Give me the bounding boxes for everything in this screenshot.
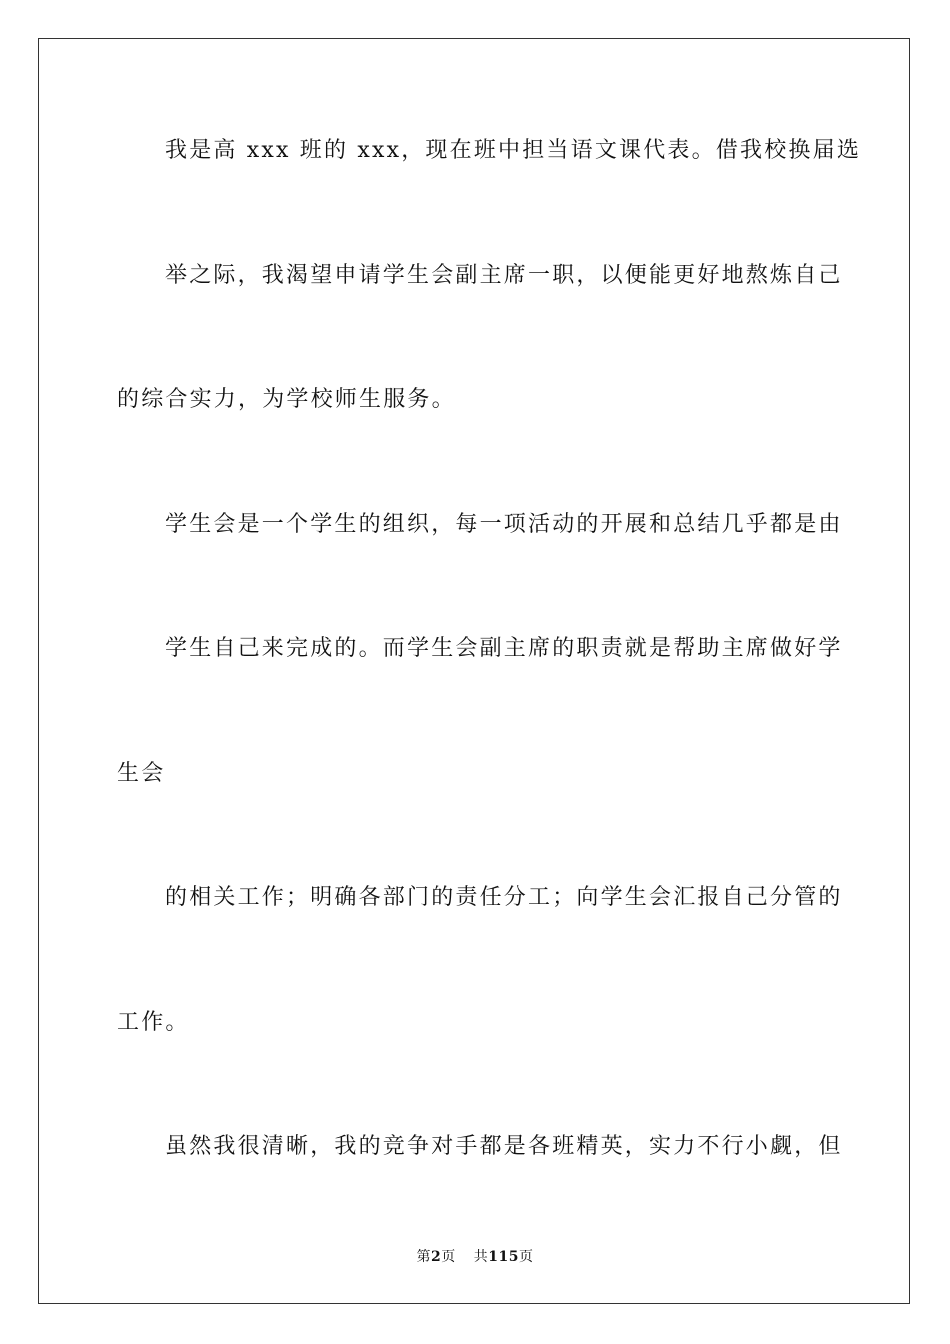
total-pages: 115	[488, 1249, 519, 1265]
page-prefix: 第	[416, 1249, 431, 1265]
text-line: 的相关工作；明确各部门的责任分工；向学生会汇报自己分管的	[165, 885, 843, 910]
text-line: 学生自己来完成的。而学生会副主席的职责就是帮助主席做好学	[165, 636, 843, 661]
total-prefix: 共	[473, 1249, 489, 1265]
page-number: 2	[431, 1249, 442, 1265]
text-line: 工作。	[117, 1010, 190, 1035]
text-line: 生会	[117, 761, 166, 786]
text-line: 的综合实力，为学校师生服务。	[117, 387, 456, 412]
text-line: 学生会是一个学生的组织，每一项活动的开展和总结几乎都是由	[165, 512, 843, 537]
total-suffix: 页	[518, 1249, 534, 1265]
page-footer	[0, 1248, 950, 1266]
text-line: 虽然我很清晰，我的竞争对手都是各班精英，实力不行小觑，但	[165, 1134, 843, 1159]
page-suffix: 页	[441, 1249, 456, 1265]
text-line: 我是高 xxx 班的 xxx，现在班中担当语文课代表。借我校换届选	[165, 138, 862, 163]
text-line: 举之际，我渴望申请学生会副主席一职，以便能更好地熬炼自己	[165, 263, 843, 288]
page-border	[38, 38, 910, 1304]
